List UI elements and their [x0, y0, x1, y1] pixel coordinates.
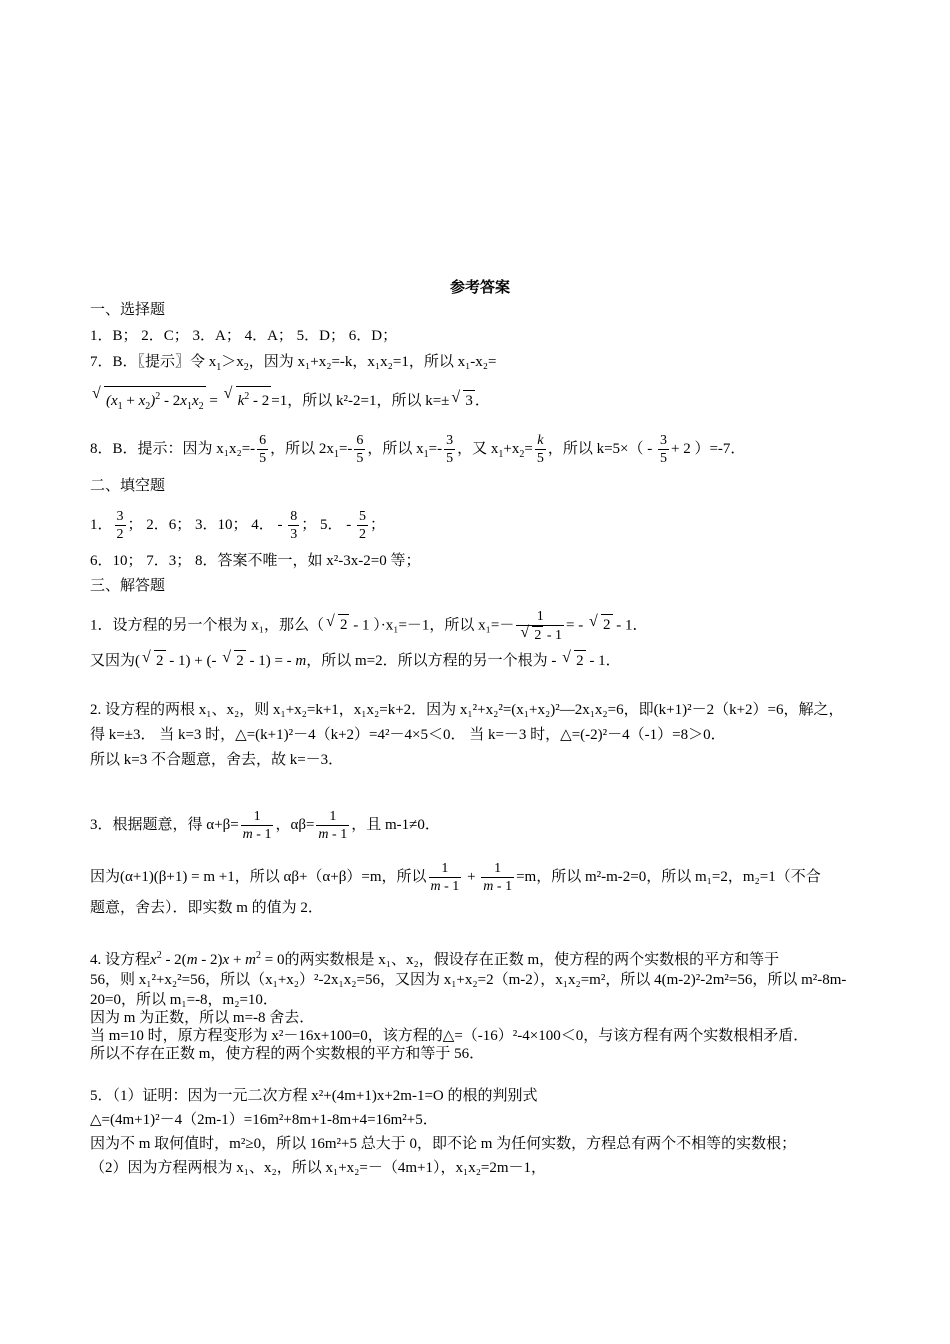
answer-2-line2: 得 k=±3． 当 k=3 时，△=(k+1)²－4（k+2）=4²－4×5＜0． 当 k=－3 时，△=(-2)²－4（-1）=8＞0． — [90, 727, 726, 743]
fraction: $\frac{1}{m - 1}$ — [430, 861, 460, 894]
fraction: $\frac{3}{5}$ — [660, 433, 668, 466]
fraction: 1 √ 2 - 1 — [516, 608, 564, 644]
fraction: $\frac{5}{2}$ — [359, 509, 367, 542]
answer-4-line4: 因为 m 为正数，所以 m=-8 舍去． — [90, 1010, 315, 1026]
answer-4-line5: 当 m=10 时，原方程变形为 x²－16x+100=0，该方程的△=（-16）²-4×100＜0，与该方程有两个实数根相矛盾． — [90, 1028, 809, 1044]
fill-answers-6-8: 6．10； 7．3； 8．答案不唯一，如 x²-3x-2=0 等； — [90, 553, 421, 569]
answer-3-line2: 因为(α+1)(β+1) = m +1，所以 αβ+（α+β）=m，所以 $\frac{1}{m - 1}$ + $\frac{1}{m - 1}$ =m，所以 m²-m-2=0，所以 m₁=2，m₂=1（不合 — [90, 861, 821, 894]
sqrt-expression: √ $(x_1 + x_2)^2 - 2x_1x_2$ — [92, 386, 206, 417]
fraction: $\frac{6}{5}$ — [356, 433, 364, 466]
sqrt-k: √ $k^2 - 2$ — [224, 386, 272, 411]
section-solution-heading: 三、解答题 — [90, 578, 166, 594]
choice-q7-line2: √ $(x_1 + x_2)^2 - 2x_1x_2$ = √ $k^2 - 2 =1$，所以 k²-2=1，所以 k=±√ 3 ． — [90, 386, 490, 417]
fraction: $\frac{8}{3}$ — [290, 509, 298, 542]
choice-answers-1-6: 1．B； 2．C； 3．A； 4．A； 5．D； 6．D； — [90, 328, 398, 344]
answer-1-line1: 1．设方程的另一个根为 x₁，那么（√ 2 - 1 ）·x₁=－1，所以 x₁=－ 1 √ 2 - 1 = - √ 2 - 1． — [90, 608, 648, 644]
fraction: $\frac{1}{m - 1}$ — [483, 861, 513, 894]
choice-q7-line1: 7．B．〖提示〗令 $x_1>x_2$，因为 x₁+x₂=-k，x₁x₂=1，所以 x₁-x₂= — [90, 354, 497, 373]
answer-5-line1: 5．（1）证明：因为一元二次方程 x²+(4m+1)x+2m-1=O 的根的判别式 — [90, 1088, 538, 1104]
answer-5-line2: △=(4m+1)²－4（2m-1）=16m²+8m+1-8m+4=16m²+5． — [90, 1112, 438, 1128]
answer-5-line4: （2）因为方程两根为 x₁、x₂，所以 x₁+x₂=－（4m+1），x₁x₂=2m－1， — [90, 1160, 547, 1176]
page-title: 参考答案 — [449, 280, 510, 296]
sqrt-2: √ 2 — [589, 614, 613, 635]
answer-3-line1: 3．根据题意，得 α+β= $\frac{1}{m - 1}$ ，αβ= $\frac{1}{m - 1}$ ，且 m-1≠0． — [90, 809, 440, 842]
answer-2-line3: 所以 k=3 不合题意，舍去，故 k=－3． — [90, 752, 344, 768]
answer-4-line6: 所以不存在正数 m，使方程的两个实数根的平方和等于 56． — [90, 1046, 485, 1062]
section-fill-heading: 二、填空题 — [90, 478, 166, 494]
fraction: $\frac{6}{5}$ — [259, 433, 267, 466]
fill-answers-1-5: 1． $\frac{3}{2}$ ； 2．6； 3．10； 4． - $\frac{8}{3}$ ； 5． - $\frac{5}{2}$ ； — [90, 509, 386, 542]
answer-4-line3: 20=0，所以 m₁=-8，m₂=10． — [90, 992, 278, 1008]
answer-4-line2: 56，则 x₁²+x₂²=56，所以（x₁+x₂）²-2x₁x₂=56，又因为 x₁+x₂=2（m-2），x₁x₂=m²，所以 4(m-2)²-2m²=56，所以 m²-8m- — [90, 972, 847, 988]
section-choice-heading: 一、选择题 — [90, 302, 166, 318]
q7-rest: ，因为 x₁+x₂=-k，x₁x₂=1，所以 x₁-x₂= — [248, 354, 497, 370]
answer-3-line3: 题意，舍去）．即实数 m 的值为 2． — [90, 900, 323, 916]
fraction: $\frac{3}{2}$ — [116, 509, 124, 542]
fraction: $\frac{3}{5}$ — [446, 433, 454, 466]
choice-q8: 8．B．提示：因为 x₁x₂=- $\frac{6}{5}$ ，所以 $2x_1=-$ $\frac{6}{5}$ ，所以 $x_1=-$ $\frac{3}{5}$ ，又 $x_1+x_2=$ $\frac{k}{5}$ ，所以 k=5×（ - $\frac{3}{5}$ + 2 ）=-7． — [90, 433, 746, 466]
fraction: $\frac{1}{m - 1}$ — [242, 809, 272, 842]
answer-1-line2: 又因为(√ 2 - 1) + (- √ 2 - 1) = - m，所以 m=2．所以方程的另一个根为 - √ 2 - 1． — [90, 650, 621, 671]
answer-4-line1: 4. 设方程$x^2 - 2(m - 2)x + m^2 = 0$的两实数根是 x₁、x₂，假设存在正数 m，使方程的两个实数根的平方和等于 — [90, 950, 780, 968]
sqrt-2: √ 2 — [326, 614, 350, 635]
q7-prefix: 7．B．〖提示〗令 x — [90, 354, 217, 370]
answer-2-line1: 2. 设方程的两根 x₁、x₂，则 x₁+x₂=k+1，x₁x₂=k+2．因为 x₁²+x₂²=(x₁+x₂)²—2x₁x₂=6，即(k+1)²－2（k+2）=6，解之， — [90, 702, 844, 718]
q7-line2-tail: =1，所以 k²-2=1，所以 k=± — [271, 393, 450, 409]
fraction: $\frac{k}{5}$ — [536, 433, 544, 466]
sqrt-3: √ 3 — [451, 390, 475, 411]
answer-5-line3: 因为不 m 取何值时，m²≥0，所以 16m²+5 总大于 0，即不论 m 为任何实数，方程总有两个不相等的实数根； — [90, 1136, 797, 1152]
fraction: $\frac{1}{m - 1}$ — [318, 809, 348, 842]
